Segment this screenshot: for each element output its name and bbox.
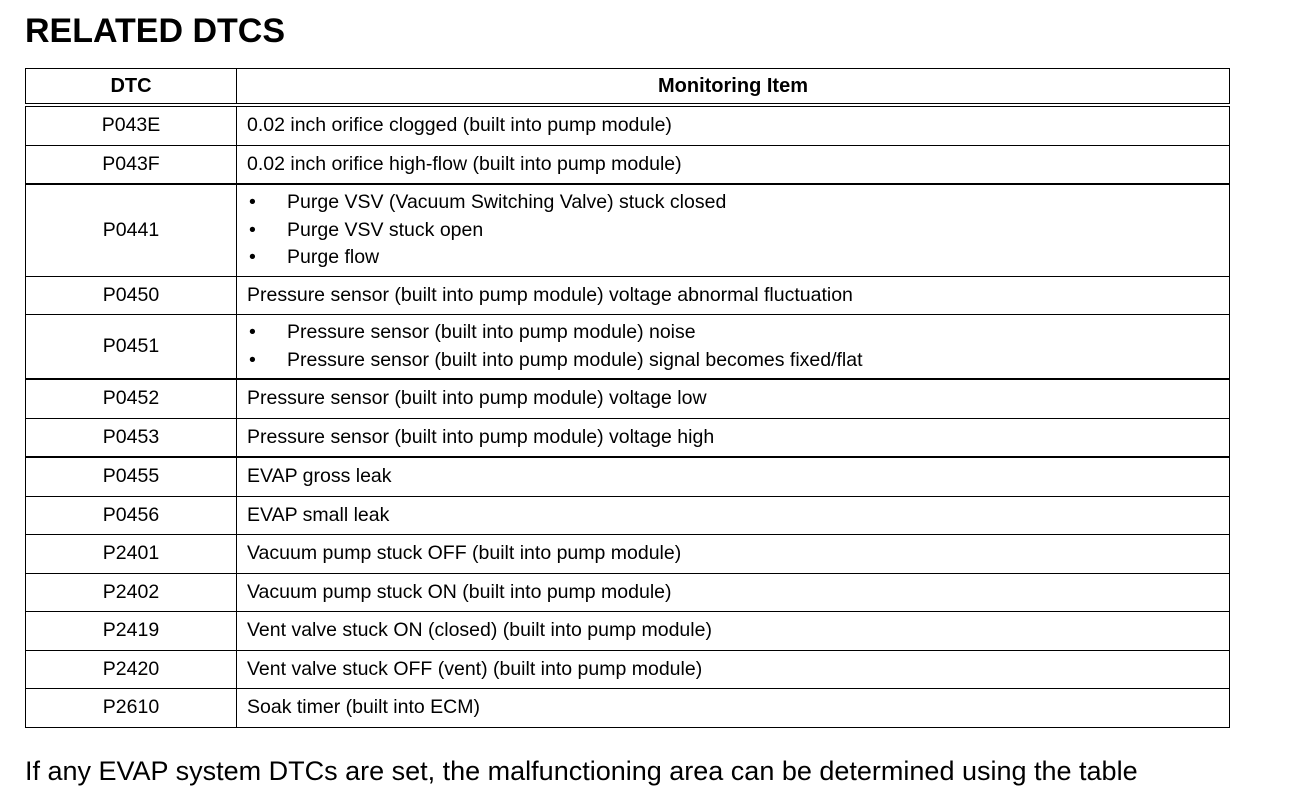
monitoring-item: Vent valve stuck ON (closed) (built into pump module) xyxy=(237,612,1230,651)
monitoring-item: EVAP small leak xyxy=(237,496,1230,535)
dtc-code: P0441 xyxy=(26,184,237,276)
dtc-code: P2401 xyxy=(26,535,237,574)
table-row xyxy=(26,457,1230,496)
table-row xyxy=(26,535,1230,574)
table-row xyxy=(26,276,1230,315)
table-header-row xyxy=(26,69,1230,106)
monitoring-item: Vent valve stuck OFF (vent) (built into pump module) xyxy=(237,650,1230,689)
monitoring-item: 0.02 inch orifice clogged (built into pump module) xyxy=(237,105,1230,145)
dtc-code: P2420 xyxy=(26,650,237,689)
bullet-item: • Pressure sensor (built into pump module) signal becomes fixed/flat xyxy=(247,347,1229,375)
table-row xyxy=(26,105,1230,145)
dtc-code: P2402 xyxy=(26,573,237,612)
footer-note: If any EVAP system DTCs are set, the malfunctioning area can be determined using the table xyxy=(25,756,1138,786)
related-dtcs-table xyxy=(25,68,1230,728)
monitoring-item: Pressure sensor (built into pump module) voltage high xyxy=(237,418,1230,457)
dtc-code: P0456 xyxy=(26,496,237,535)
monitoring-item: Pressure sensor (built into pump module) voltage abnormal fluctuation xyxy=(237,276,1230,315)
dtc-code: P2419 xyxy=(26,612,237,651)
bullet-item: • Purge VSV (Vacuum Switching Valve) stuck closed xyxy=(247,189,1229,217)
monitoring-item: Soak timer (built into ECM) xyxy=(237,689,1230,728)
dtc-code: P0450 xyxy=(26,276,237,315)
bullet-list xyxy=(247,315,1229,378)
table-row xyxy=(26,650,1230,689)
dtc-code: P2610 xyxy=(26,689,237,728)
table-row xyxy=(26,496,1230,535)
monitoring-item: Pressure sensor (built into pump module) voltage low xyxy=(237,379,1230,418)
dtc-code: P043E xyxy=(26,105,237,145)
monitoring-item: EVAP gross leak xyxy=(237,457,1230,496)
table-row xyxy=(26,689,1230,728)
dtc-code: P0455 xyxy=(26,457,237,496)
page-title: RELATED DTCS xyxy=(25,12,286,50)
table-row xyxy=(26,573,1230,612)
column-header-dtc: DTC xyxy=(26,69,237,106)
bullet-item: • Purge VSV stuck open xyxy=(247,217,1229,245)
bullet-list xyxy=(247,185,1229,276)
column-header-monitoring-item: Monitoring Item xyxy=(237,69,1230,106)
table-row xyxy=(26,145,1230,184)
table-row xyxy=(26,315,1230,380)
bullet-item: • Pressure sensor (built into pump module) noise xyxy=(247,319,1229,347)
monitoring-item: Vacuum pump stuck ON (built into pump module) xyxy=(237,573,1230,612)
dtc-code: P0451 xyxy=(26,315,237,380)
monitoring-item-list xyxy=(237,315,1230,380)
dtc-code: P043F xyxy=(26,145,237,184)
table-row xyxy=(26,612,1230,651)
bullet-item: • Purge flow xyxy=(247,244,1229,272)
monitoring-item: Vacuum pump stuck OFF (built into pump module) xyxy=(237,535,1230,574)
monitoring-item: 0.02 inch orifice high-flow (built into pump module) xyxy=(237,145,1230,184)
table-row xyxy=(26,184,1230,276)
dtc-code: P0452 xyxy=(26,379,237,418)
dtc-code: P0453 xyxy=(26,418,237,457)
table-row xyxy=(26,418,1230,457)
monitoring-item-list xyxy=(237,184,1230,276)
table-row xyxy=(26,379,1230,418)
